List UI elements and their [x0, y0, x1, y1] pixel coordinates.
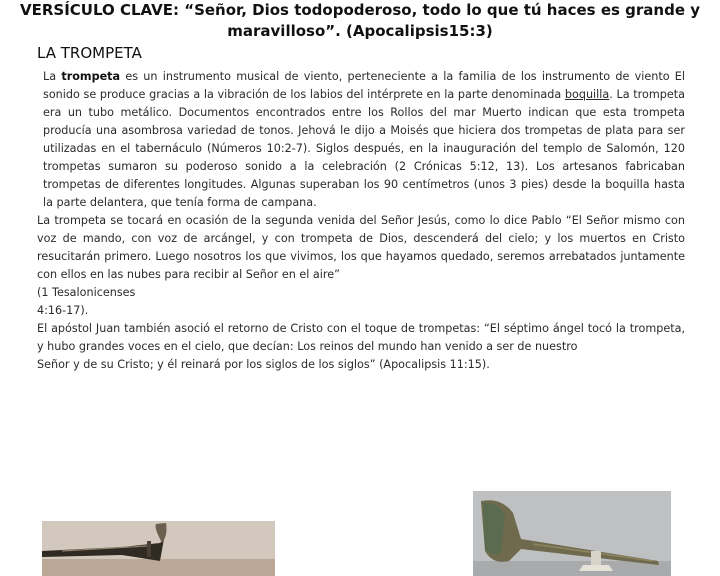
paragraph-1-underlined-term: boquilla [564, 88, 610, 101]
paragraph-2: La trompeta se tocará en ocasión de la segunda venida del Señor Jesús, como lo dice Pablo “El Señor mismo con voz de mando, con voz de arcángel, y con trompeta de Dios, descenderá del cielo; y los muertos en Cristo resucitarán primero. Luego nosotros los que vivimos, los que hayamos quedado, seremos arrebatados juntamente con ellos en las nubes para recibir al Señor en el aire” [37, 214, 685, 281]
key-verse-line-2: maravilloso”. (Apocalipsis15:3) [227, 22, 493, 40]
key-verse-line-1: VERSÍCULO CLAVE: “Señor, Dios todopoderoso, todo lo que tú haces es grande y [20, 1, 700, 19]
trumpet-illustration-right [473, 491, 671, 576]
section-title: LA TROMPETA [37, 44, 142, 62]
trumpet-illustration-left [42, 521, 275, 576]
trumpet-photo-right [473, 491, 671, 576]
paragraph-2-reference-1: (1 Tesalonicenses [37, 286, 136, 299]
paragraph-3-end: Señor y de su Cristo; y él reinará por los siglos de los siglos” (Apocalipsis 11:15). [37, 358, 490, 371]
trumpet-photo-left [42, 521, 275, 576]
paragraph-1-end: . La trompeta era un tubo metálico. Documentos encontrados entre los Rollos del mar Muerto indican que esta trompeta producía una asombrosa variedad de tonos. Jehová le dijo a Moisés que hiciera dos trompetas de plata para ser utilizadas en el tabernáculo (Números 10:2-7). Siglos después, en la inauguración del templo de Salomón, 120 trompetas sumaron su poderoso sonido a la celebración (2 Crónicas 5:12, 13). Los artesanos fabricaban trompetas de diferentes longitudes. Algunas superaban los 90 centímetros (unos 3 pies) desde la boquilla hasta la parte delantera, que tenía forma de campana. [43, 88, 685, 209]
paragraph-1-middle: es un instrumento musical de viento, perteneciente a la familia de los instrumento de viento El sonido se produce gracias a la vibración de los labios del intérprete en la parte denominada [43, 70, 685, 101]
paragraph-3: El apóstol Juan también asoció el retorno de Cristo con el toque de trompetas: “El séptimo ángel tocó la trompeta, y hubo grandes voces en el cielo, que decían: Los reinos del mundo han venido a ser de nuestro [37, 322, 685, 353]
paragraph-1-bold-term: trompeta [61, 70, 121, 83]
article-body [37, 68, 685, 374]
paragraph-1-start: La [43, 70, 62, 83]
paragraph-2-reference-2: 4:16-17). [37, 304, 89, 317]
paragraph-1 [37, 68, 685, 212]
key-verse-heading [0, 0, 720, 42]
